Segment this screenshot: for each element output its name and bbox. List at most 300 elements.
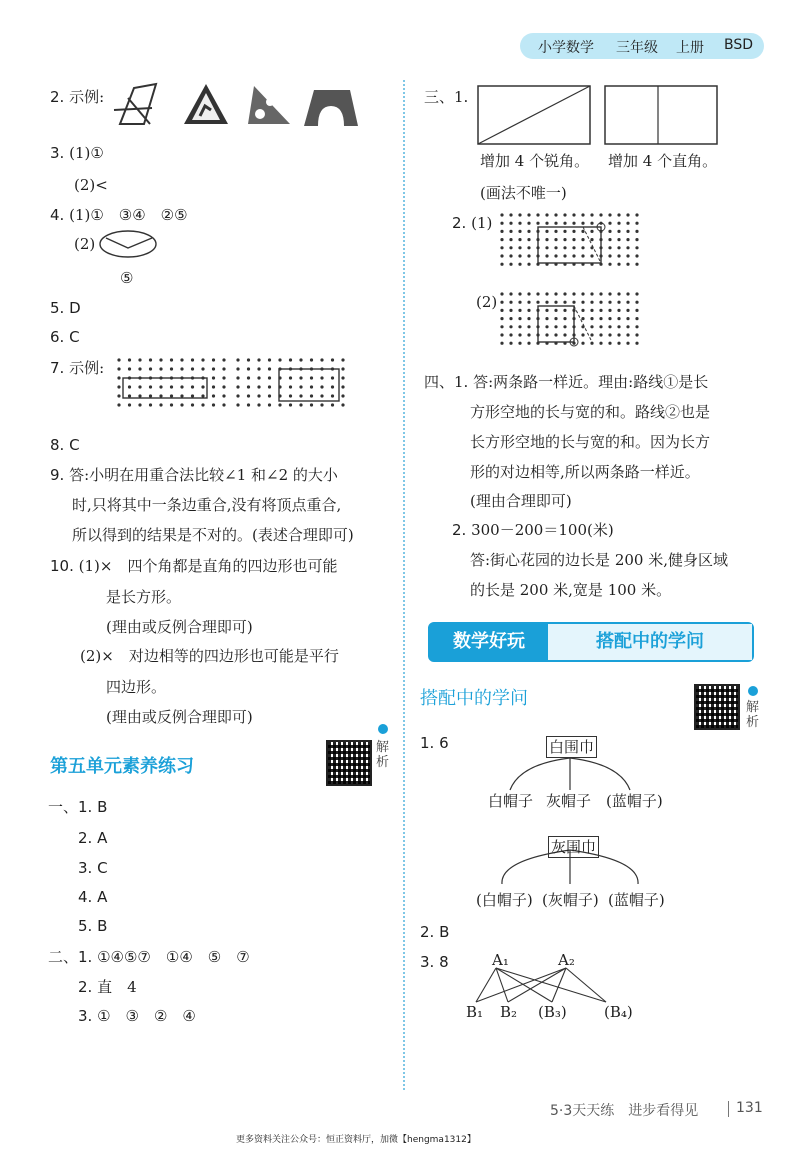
- q9-line2: 时,只将其中一条边重合,没有将顶点重合,: [72, 496, 342, 514]
- grid-dot: [527, 230, 530, 233]
- grid-dot: [608, 246, 611, 249]
- grid-dot: [554, 325, 557, 328]
- grid-dot: [191, 358, 194, 361]
- grid-dot: [608, 342, 611, 345]
- grid-dot: [159, 403, 162, 406]
- grid-dot: [310, 385, 313, 388]
- grid-dot: [236, 385, 239, 388]
- section-banner: [428, 622, 754, 662]
- grid-dot: [117, 394, 120, 397]
- p2-line: 2. B: [420, 923, 450, 941]
- grid-dot: [527, 342, 530, 345]
- grid-dot: [608, 292, 611, 295]
- header-grade: 三年级: [616, 40, 658, 56]
- grid-dot: [128, 403, 131, 406]
- grid-dot: [341, 376, 344, 379]
- grid-dot: [247, 367, 250, 370]
- grid-dot: [201, 367, 204, 370]
- grid-dot: [608, 263, 611, 266]
- grid-dot: [500, 246, 503, 249]
- grid-dot: [518, 333, 521, 336]
- grid-dot: [509, 309, 512, 312]
- grid-dot: [554, 309, 557, 312]
- grid-dot: [599, 317, 602, 320]
- header-pill: [520, 33, 764, 59]
- grid-dot: [581, 309, 584, 312]
- grid-dot: [608, 301, 611, 304]
- grid-dot: [590, 222, 593, 225]
- s1-q5: 5. B: [78, 917, 108, 935]
- grid-dot: [138, 385, 141, 388]
- s3-q2: 2. (1): [452, 214, 493, 232]
- grid-dot: [590, 342, 593, 345]
- grid-dot: [222, 394, 225, 397]
- grid-dot: [635, 213, 638, 216]
- grid-dot: [236, 403, 239, 406]
- grid-dot: [545, 333, 548, 336]
- grid-dot: [268, 358, 271, 361]
- grid-dot: [180, 385, 183, 388]
- grid-dot: [509, 254, 512, 257]
- grid-dot: [500, 317, 503, 320]
- grid-dot: [180, 394, 183, 397]
- grid-dot: [563, 254, 566, 257]
- s3-caption2: 增加 4 个直角。: [608, 152, 718, 170]
- grid-dot: [331, 376, 334, 379]
- grid-dot: [500, 342, 503, 345]
- grid-dot: [180, 358, 183, 361]
- q7-dot-grids: [114, 356, 354, 416]
- s3-q2-part2: (2): [476, 293, 498, 311]
- grid-dot: [117, 403, 120, 406]
- grid-dot: [527, 213, 530, 216]
- grid-dot: [617, 309, 620, 312]
- grid-dot: [128, 394, 131, 397]
- grid-dot: [581, 301, 584, 304]
- grid-dot: [626, 325, 629, 328]
- grid-dot: [635, 301, 638, 304]
- grid-dot: [617, 292, 620, 295]
- grid-dot: [527, 333, 530, 336]
- p1-hat1c: (蓝帽子): [606, 792, 663, 810]
- grid-dot: [527, 238, 530, 241]
- grid-dot: [527, 301, 530, 304]
- grid-dot: [572, 254, 575, 257]
- grid-dot: [554, 246, 557, 249]
- arch-icon: [300, 86, 360, 130]
- grid-dot: [545, 230, 548, 233]
- grid-dot: [572, 213, 575, 216]
- grid-dot: [500, 238, 503, 241]
- grid-dot: [500, 213, 503, 216]
- q4-circle-label: ⑤: [120, 269, 134, 287]
- q10-note1: (理由或反例合理即可): [106, 618, 253, 636]
- warning-sign-icon: [184, 84, 228, 124]
- grid-dot: [201, 394, 204, 397]
- grid-dot: [608, 333, 611, 336]
- p1-hat1b: 灰帽子: [546, 792, 592, 810]
- grid-dot: [608, 230, 611, 233]
- grid-dot: [222, 385, 225, 388]
- grid-dot: [341, 358, 344, 361]
- grid-dot: [563, 301, 566, 304]
- grid-dot: [191, 403, 194, 406]
- grid-dot: [222, 376, 225, 379]
- q4-circle-figure: [96, 228, 166, 272]
- grid-dot: [212, 367, 215, 370]
- grid-dot: [527, 263, 530, 266]
- grid-dot: [626, 263, 629, 266]
- grid-dot: [257, 394, 260, 397]
- grid-dot: [138, 358, 141, 361]
- q9-line3: 所以得到的结果是不对的。(表述合理即可): [72, 526, 354, 544]
- grid-dot: [310, 403, 313, 406]
- grid-dot: [617, 333, 620, 336]
- grid-dot: [626, 301, 629, 304]
- grid-dot: [599, 292, 602, 295]
- grid-dot: [518, 246, 521, 249]
- grid-dot: [617, 301, 620, 304]
- grid-dot: [626, 222, 629, 225]
- grid-dot: [581, 342, 584, 345]
- grid-dot: [212, 385, 215, 388]
- grid-dot: [518, 342, 521, 345]
- grid-dot: [518, 309, 521, 312]
- grid-dot: [608, 254, 611, 257]
- s2-q2: 2. 直 4: [78, 978, 137, 996]
- grid-dot: [509, 325, 512, 328]
- grid-dot: [170, 385, 173, 388]
- grid-dot: [545, 213, 548, 216]
- grid-dot: [341, 403, 344, 406]
- grid-dot: [509, 246, 512, 249]
- sub-qr-label: 解析: [746, 700, 760, 730]
- s4-q2-ans2: 的长是 200 米,宽是 100 米。: [470, 581, 672, 599]
- play-icon: [378, 724, 388, 734]
- grid-dot: [590, 238, 593, 241]
- grid-dot: [509, 301, 512, 304]
- grid-dot: [563, 309, 566, 312]
- p3-a2: A₂: [558, 951, 575, 969]
- q4-line1: 4. (1)① ③④ ②⑤: [50, 206, 188, 224]
- grid-dot: [509, 317, 512, 320]
- grid-dot: [509, 333, 512, 336]
- grid-dot: [590, 325, 593, 328]
- q9-line1: 9. 答:小明在用重合法比较∠1 和∠2 的大小: [50, 466, 338, 484]
- grid-dot: [320, 385, 323, 388]
- q10-line4: 四边形。: [106, 678, 167, 696]
- p1-top1: 白围巾: [546, 736, 597, 758]
- grid-dot: [635, 342, 638, 345]
- grid-dot: [617, 213, 620, 216]
- grid-dot: [617, 238, 620, 241]
- grid-dot: [170, 367, 173, 370]
- grid-dot: [518, 301, 521, 304]
- grid-dot: [257, 358, 260, 361]
- s4-q2-calc: 2. 300－200＝100(米): [452, 521, 614, 539]
- grid-dot: [536, 301, 539, 304]
- q4-line2: (2): [74, 235, 96, 253]
- grid-dot: [563, 230, 566, 233]
- grid-dot: [608, 309, 611, 312]
- grid-dot: [518, 254, 521, 257]
- grid-dot: [545, 238, 548, 241]
- grid-dot: [626, 230, 629, 233]
- p1-top2: 灰围巾: [548, 836, 599, 858]
- grid-dot: [247, 403, 250, 406]
- q2-example-figures: [110, 80, 300, 132]
- grid-dot: [236, 376, 239, 379]
- grid-dot: [289, 394, 292, 397]
- grid-dot: [635, 222, 638, 225]
- q2-label: 2. 示例:: [50, 88, 105, 106]
- grid-dot: [563, 292, 566, 295]
- grid-dot: [518, 222, 521, 225]
- grid-dot: [590, 309, 593, 312]
- grid-dot: [257, 403, 260, 406]
- grid-dot: [545, 317, 548, 320]
- q8-line: 8. C: [50, 436, 80, 454]
- grid-dot: [581, 230, 584, 233]
- grid-dot: [572, 292, 575, 295]
- grid-dot: [563, 333, 566, 336]
- grid-dot: [500, 301, 503, 304]
- q3-line1: 3. (1)①: [50, 144, 104, 162]
- grid-dot: [527, 292, 530, 295]
- grid-dot: [310, 358, 313, 361]
- p1-hat2b: (灰帽子): [542, 891, 599, 909]
- grid-dot: [572, 222, 575, 225]
- q5-line: 5. D: [50, 299, 81, 317]
- grid-dot: [331, 385, 334, 388]
- grid-dot: [518, 238, 521, 241]
- deck-chair-icon: [114, 84, 156, 124]
- s4-line1: 四、1. 答:两条路一样近。理由:路线①是长: [424, 373, 709, 391]
- grid-dot: [626, 292, 629, 295]
- grid-dot: [635, 230, 638, 233]
- grid-dot: [635, 254, 638, 257]
- grid-dot: [563, 238, 566, 241]
- grid-dot: [117, 385, 120, 388]
- grid-dot: [310, 376, 313, 379]
- grid-dot: [320, 403, 323, 406]
- grid-dot: [500, 325, 503, 328]
- grid-dot: [191, 394, 194, 397]
- grid-dot: [500, 292, 503, 295]
- p3-b4: (B₄): [604, 1003, 633, 1021]
- header-subject: 小学数学: [538, 40, 594, 56]
- unit-title: 第五单元素养练习: [50, 756, 194, 777]
- play-icon: [748, 686, 758, 696]
- grid-dot: [247, 385, 250, 388]
- grid-dot: [201, 403, 204, 406]
- p1-hat1a: 白帽子: [488, 792, 534, 810]
- p1-tree-lines: [480, 750, 690, 900]
- grid-dot: [554, 213, 557, 216]
- grid-dot: [635, 317, 638, 320]
- grid-dot: [509, 292, 512, 295]
- grid-dot: [299, 403, 302, 406]
- grid-dot: [320, 376, 323, 379]
- grid-dot: [536, 292, 539, 295]
- grid-dot: [590, 333, 593, 336]
- q10-line1: 10. (1)× 四个角都是直角的四边形也可能: [50, 557, 338, 575]
- grid-dot: [289, 385, 292, 388]
- grid-dot: [617, 254, 620, 257]
- grid-dot: [299, 376, 302, 379]
- grid-dot: [599, 325, 602, 328]
- footer-separator: [728, 1101, 729, 1117]
- grid-dot: [518, 325, 521, 328]
- grid-dot: [500, 333, 503, 336]
- grid-dot: [617, 230, 620, 233]
- grid-dot: [159, 385, 162, 388]
- grid-dot: [509, 342, 512, 345]
- grid-dot: [278, 403, 281, 406]
- grid-dot: [341, 385, 344, 388]
- grid-dot: [572, 301, 575, 304]
- grid-dot: [500, 254, 503, 257]
- p3-a1: A₁: [492, 951, 509, 969]
- column-divider: [403, 80, 405, 1090]
- grid-dot: [617, 342, 620, 345]
- sub-qr-code[interactable]: [694, 684, 740, 730]
- s1-q2: 2. A: [78, 829, 108, 847]
- grid-dot: [527, 246, 530, 249]
- s3-rectangles: [476, 84, 726, 148]
- s2-q3: 3. ① ③ ② ④: [78, 1007, 196, 1025]
- grid-dot: [222, 367, 225, 370]
- grid-dot: [590, 230, 593, 233]
- grid-dot: [545, 254, 548, 257]
- grid-dot: [554, 301, 557, 304]
- grid-dot: [617, 222, 620, 225]
- grid-dot: [581, 222, 584, 225]
- grid-dot: [170, 403, 173, 406]
- page-number: 131: [736, 1100, 763, 1116]
- grid-dot: [626, 213, 629, 216]
- grid-dot: [138, 394, 141, 397]
- grid-dot: [599, 333, 602, 336]
- s4-line3: 长方形空地的长与宽的和。因为长方: [470, 433, 711, 451]
- s3-label: 三、1.: [424, 88, 469, 106]
- grid-dot: [563, 213, 566, 216]
- grid-dot: [509, 238, 512, 241]
- grid-dot: [581, 238, 584, 241]
- grid-dot: [247, 358, 250, 361]
- s1-q1: 一、1. B: [48, 798, 108, 816]
- grid-dot: [299, 394, 302, 397]
- grid-dot: [590, 301, 593, 304]
- s2-q1: 二、1. ①④⑤⑦ ①④ ⑤ ⑦: [48, 948, 250, 966]
- footer-text: 5·3天天练 进步看得见: [550, 1103, 699, 1119]
- grid-dot: [554, 292, 557, 295]
- grid-dot: [545, 222, 548, 225]
- grid-dot: [117, 358, 120, 361]
- grid-dot: [500, 309, 503, 312]
- grid-dot: [599, 342, 602, 345]
- grid-dot: [608, 213, 611, 216]
- bottom-note: 更多资料关注公众号：恒正资料厅，加微【hengma1312】: [236, 1135, 476, 1145]
- grid-dot: [554, 222, 557, 225]
- unit-qr-code[interactable]: [326, 740, 372, 786]
- q6-line: 6. C: [50, 328, 80, 346]
- grid-dot: [191, 367, 194, 370]
- grid-dot: [617, 246, 620, 249]
- grid-dot: [536, 213, 539, 216]
- s3-note: (画法不唯一): [480, 184, 567, 202]
- grid-dot: [581, 254, 584, 257]
- grid-dot: [289, 403, 292, 406]
- grid-dot: [222, 403, 225, 406]
- grid-dot: [545, 292, 548, 295]
- grid-dot: [608, 222, 611, 225]
- s3-caption1: 增加 4 个锐角。: [480, 152, 590, 170]
- grid-dot: [212, 403, 215, 406]
- grid-dot: [289, 376, 292, 379]
- grid-dot: [599, 309, 602, 312]
- p3-b1: B₁: [466, 1003, 484, 1021]
- s1-q4: 4. A: [78, 888, 108, 906]
- grid-dot: [635, 333, 638, 336]
- grid-dot: [590, 292, 593, 295]
- p1-hat2a: (白帽子): [476, 891, 533, 909]
- grid-dot: [554, 230, 557, 233]
- grid-dot: [159, 394, 162, 397]
- banner-right: 搭配中的学问: [548, 624, 752, 660]
- grid-dot: [527, 222, 530, 225]
- grid-dot: [320, 358, 323, 361]
- s4-q2-ans1: 答:街心花园的边长是 200 米,健身区域: [470, 551, 728, 569]
- grid-dot: [159, 367, 162, 370]
- grid-dot: [527, 325, 530, 328]
- grid-dot: [191, 385, 194, 388]
- grid-dot: [201, 385, 204, 388]
- grid-dot: [626, 333, 629, 336]
- grid-dot: [599, 301, 602, 304]
- grid-dot: [278, 358, 281, 361]
- grid-dot: [527, 317, 530, 320]
- grid-dot: [572, 230, 575, 233]
- grid-dot: [635, 292, 638, 295]
- grid-dot: [289, 358, 292, 361]
- grid-dot: [159, 358, 162, 361]
- grid-dot: [545, 246, 548, 249]
- s1-q3: 3. C: [78, 859, 108, 877]
- grid-dot: [257, 367, 260, 370]
- grid-dot: [149, 358, 152, 361]
- grid-dot: [247, 394, 250, 397]
- grid-dot: [563, 325, 566, 328]
- grid-dot: [545, 325, 548, 328]
- grid-dot: [180, 367, 183, 370]
- grid-dot: [536, 222, 539, 225]
- grid-dot: [212, 376, 215, 379]
- grid-dot: [500, 222, 503, 225]
- grid-dot: [581, 333, 584, 336]
- grid-dot: [128, 367, 131, 370]
- grid-dot: [212, 358, 215, 361]
- q10-note2: (理由或反例合理即可): [106, 708, 253, 726]
- grid-dot: [563, 246, 566, 249]
- p3-b2: B₂: [500, 1003, 518, 1021]
- grid-dot: [518, 230, 521, 233]
- q7-line: 7. 示例:: [50, 359, 105, 377]
- grid-dot: [608, 317, 611, 320]
- grid-dot: [626, 246, 629, 249]
- grid-dot: [509, 263, 512, 266]
- grid-dot: [268, 385, 271, 388]
